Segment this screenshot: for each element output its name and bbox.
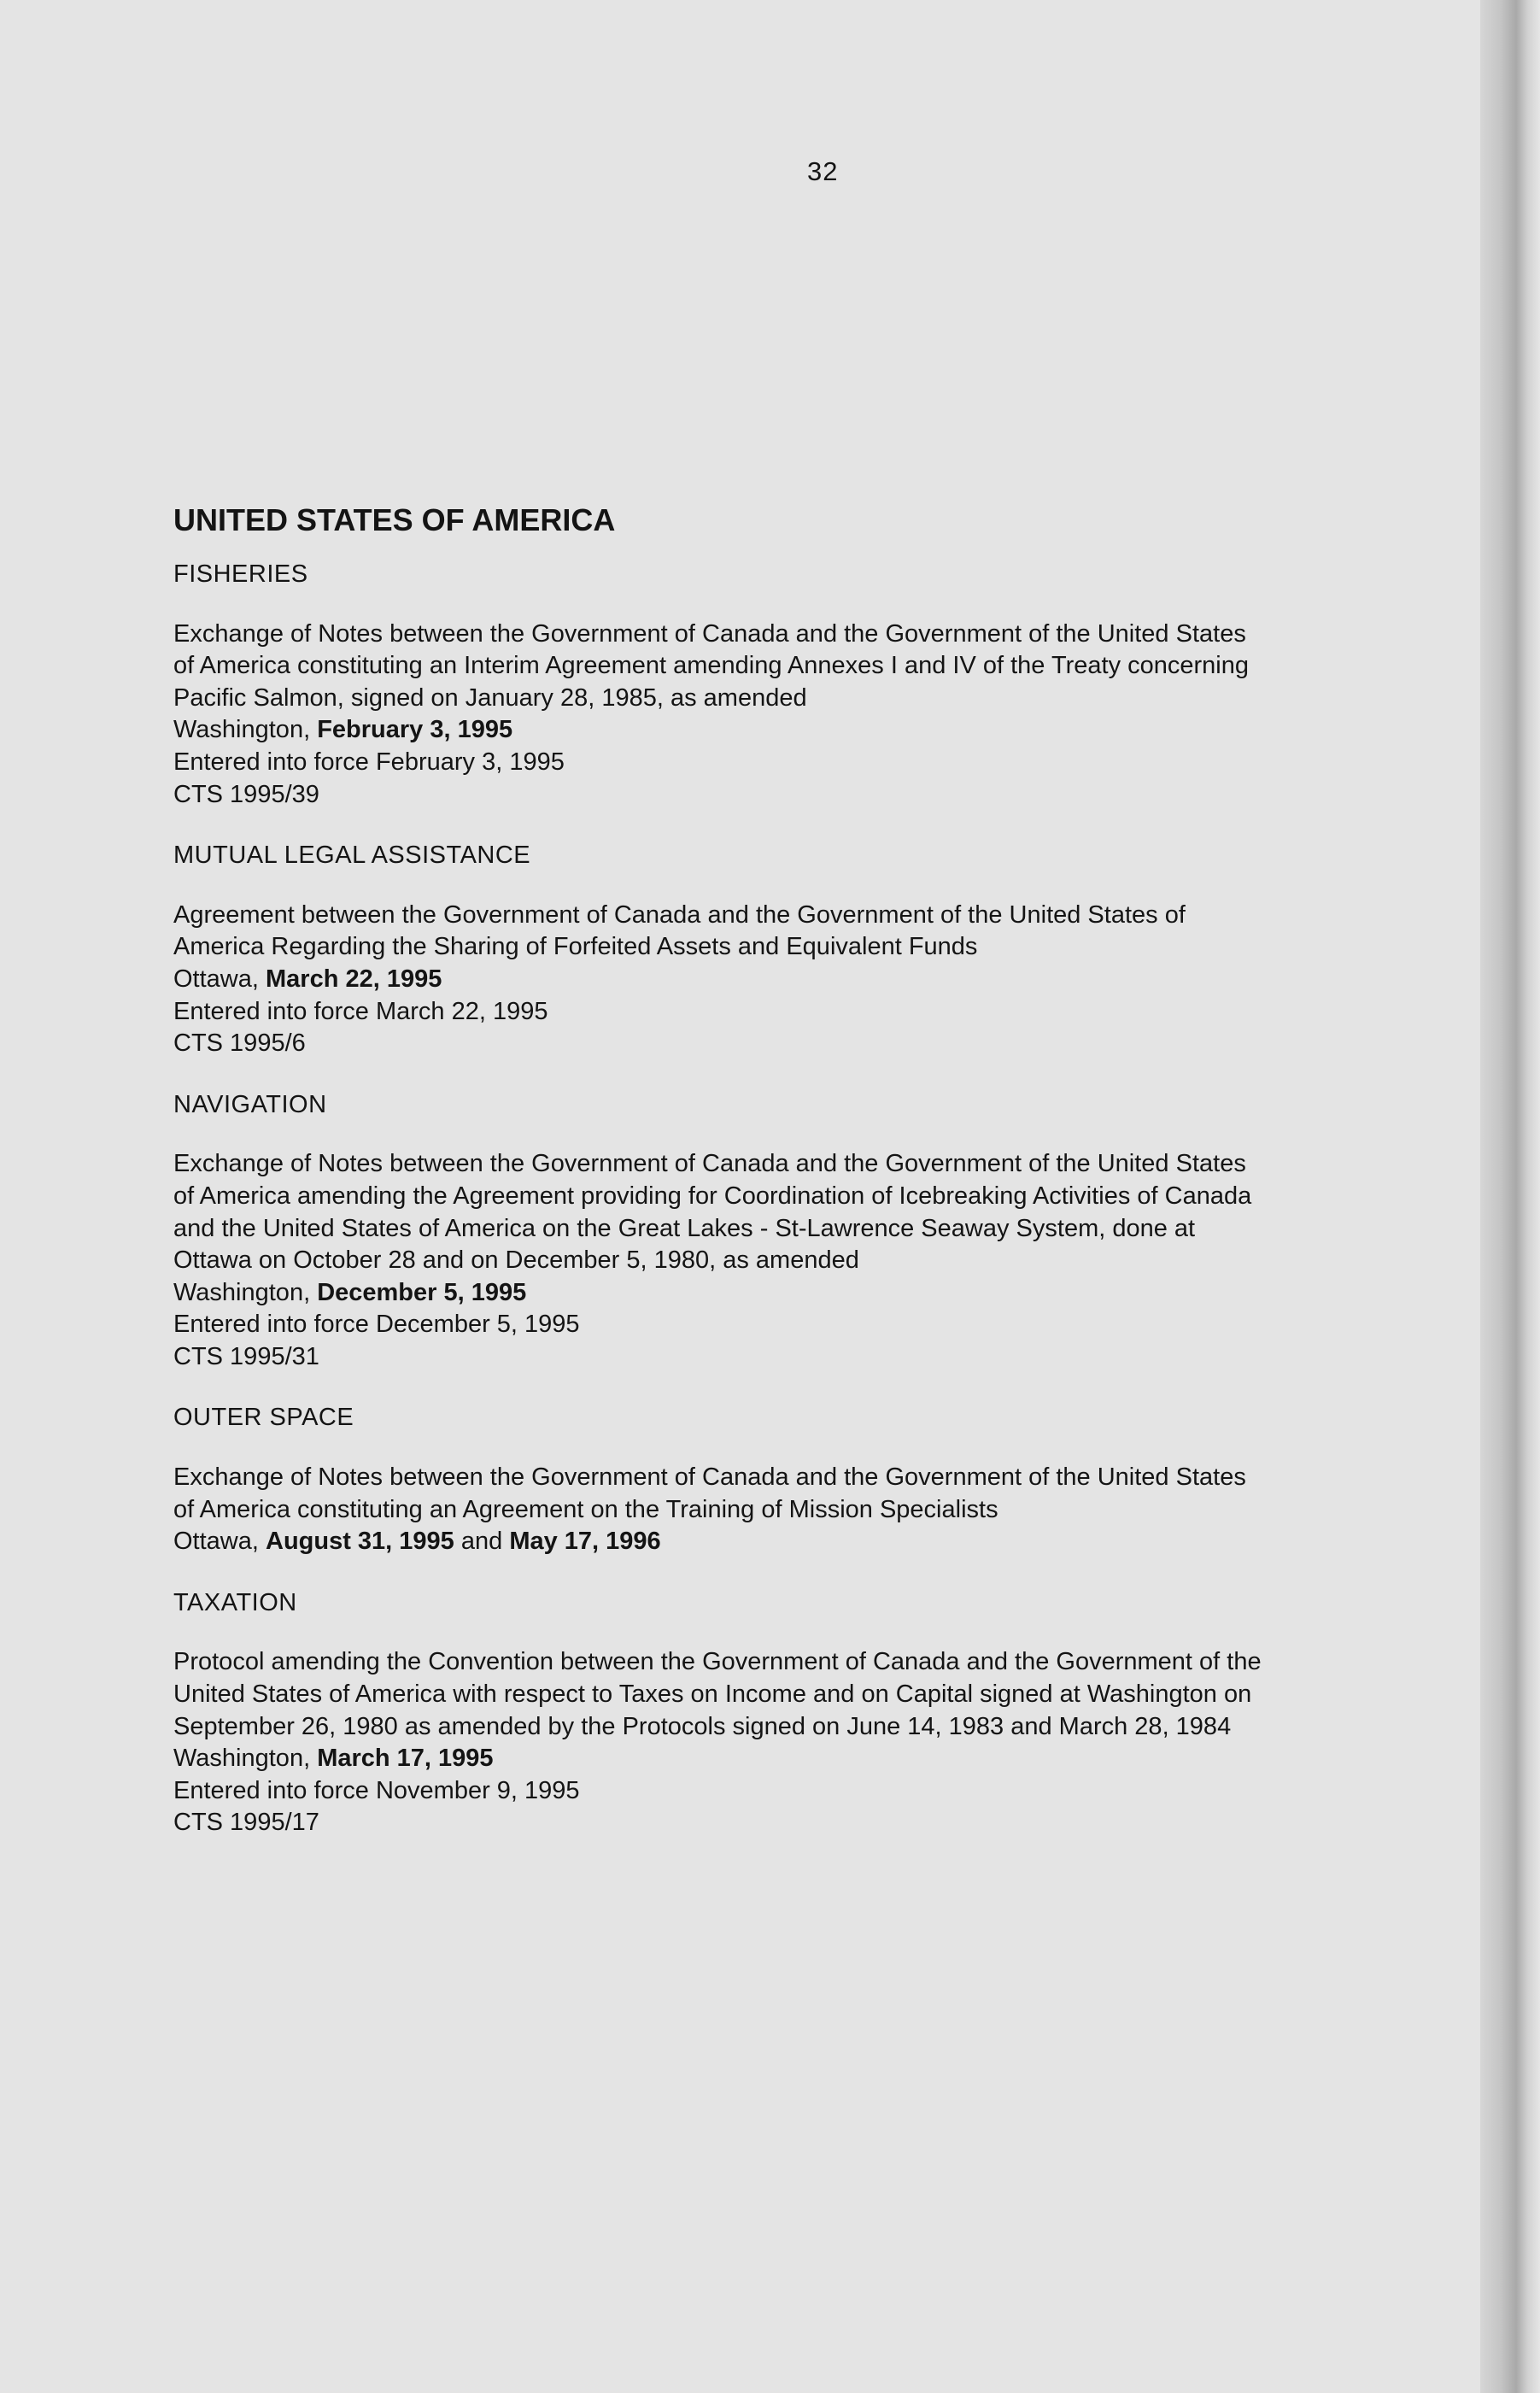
signature-line	[173, 1277, 1420, 1310]
description-line: of America constituting an Agreement on the Training of Mission Specialists	[173, 1495, 998, 1523]
description-line: of America amending the Agreement providing for Coordination of Icebreaking Activities of Canada	[173, 1182, 1252, 1210]
signed-date: February 3, 1995	[317, 716, 513, 744]
signed-joiner: and	[454, 1528, 510, 1556]
signed-place: Washington,	[173, 1278, 318, 1306]
signed-date: March 17, 1995	[317, 1745, 494, 1773]
entry-into-force: Entered into force December 5, 1995	[173, 1311, 580, 1339]
country-heading: UNITED STATES OF AMERICA	[173, 502, 616, 537]
description-line: Protocol amending the Convention between the Government of Canada and the Government of the	[173, 1648, 1262, 1676]
signed-place: Washington,	[173, 1745, 318, 1773]
entry-into-force: Entered into force February 3, 1995	[173, 748, 565, 776]
section-title: OUTER SPACE	[173, 1404, 354, 1432]
description-line: Ottawa on October 28 and on December 5, 1980, as amended	[173, 1246, 859, 1275]
cts-reference: CTS 1995/17	[173, 1809, 319, 1837]
signed-date-second: May 17, 1996	[509, 1528, 661, 1556]
signature-line	[173, 1526, 1420, 1558]
description-line: Exchange of Notes between the Government of Canada and the Government of the United States	[173, 1463, 1246, 1492]
section-fisheries	[173, 559, 1420, 811]
entry-into-force: Entered into force November 9, 1995	[173, 1776, 580, 1804]
section-mutual-legal-assistance	[173, 840, 1420, 1060]
section-title: TAXATION	[173, 1588, 297, 1616]
document-body	[173, 502, 1420, 1868]
treaty-entry	[173, 1462, 1420, 1558]
description-line: of America constituting an Interim Agreement amending Annexes I and IV of the Treaty concerning	[173, 652, 1250, 680]
description-line: Exchange of Notes between the Government of Canada and the Government of the United States	[173, 619, 1246, 648]
signed-date: December 5, 1995	[317, 1278, 527, 1306]
description-line: Exchange of Notes between the Government of Canada and the Government of the United States	[173, 1150, 1246, 1178]
cts-reference: CTS 1995/6	[173, 1029, 306, 1058]
signed-date: March 22, 1995	[266, 965, 442, 993]
section-taxation	[173, 1587, 1420, 1839]
treaty-entry	[173, 619, 1420, 812]
description-line: Pacific Salmon, signed on January 28, 1985, as amended	[173, 683, 807, 712]
cts-reference: CTS 1995/31	[173, 1342, 319, 1370]
description-line: and the United States of America on the Great Lakes - St-Lawrence Seaway System, done at	[173, 1214, 1196, 1242]
description-line: September 26, 1980 as amended by the Protocols signed on June 14, 1983 and March 28, 1984	[173, 1712, 1232, 1740]
signed-place: Ottawa,	[173, 965, 266, 993]
description-line: Agreement between the Government of Canada and the Government of the United States of	[173, 900, 1186, 929]
signed-date: August 31, 1995	[266, 1528, 454, 1556]
signature-line	[173, 1743, 1420, 1775]
section-navigation	[173, 1089, 1420, 1374]
section-title: MUTUAL LEGAL ASSISTANCE	[173, 842, 531, 870]
section-title: NAVIGATION	[173, 1090, 327, 1118]
signed-place: Ottawa,	[173, 1528, 266, 1556]
cts-reference: CTS 1995/39	[173, 780, 319, 808]
treaty-entry	[173, 900, 1420, 1060]
section-outer-space	[173, 1402, 1420, 1557]
signature-line	[173, 714, 1420, 747]
section-title: FISHERIES	[173, 560, 308, 588]
page-number: 32	[807, 156, 839, 186]
description-line: America Regarding the Sharing of Forfeited Assets and Equivalent Funds	[173, 933, 978, 961]
entry-into-force: Entered into force March 22, 1995	[173, 997, 548, 1025]
signature-line	[173, 964, 1420, 996]
treaty-entry	[173, 1646, 1420, 1839]
page-edge-shadow	[1480, 0, 1540, 2393]
description-line: United States of America with respect to Taxes on Income and on Capital signed at Washington on	[173, 1680, 1252, 1709]
treaty-entry	[173, 1148, 1420, 1373]
signed-place: Washington,	[173, 716, 318, 744]
